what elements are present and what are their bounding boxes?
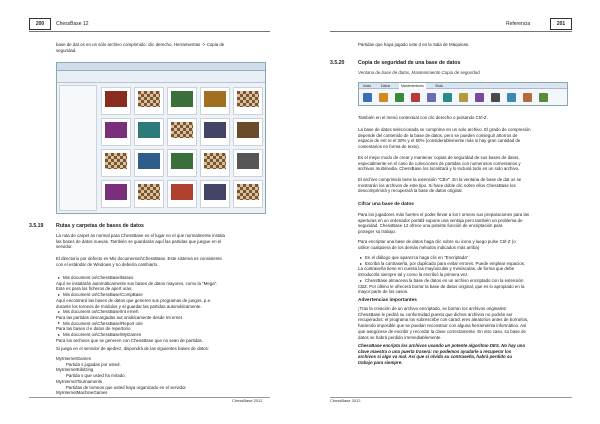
database-tile[interactable] (233, 180, 263, 208)
footer-rule (330, 397, 572, 398)
ribbon-tab[interactable]: Datos (381, 84, 391, 88)
database-tile[interactable] (233, 149, 263, 177)
tile-image (105, 91, 127, 107)
database-window-screenshot (56, 62, 266, 214)
title-bar (57, 63, 265, 71)
ribbon-button-icon[interactable] (507, 93, 516, 102)
tile-image (138, 153, 160, 169)
database-tile[interactable] (134, 180, 164, 208)
ribbon-tab-active[interactable]: Mantenimiento (401, 84, 424, 88)
list-item: Mis document os\ChessBase\Bases (56, 275, 291, 281)
paragraph-3: Es el mejor modo de crear y mantener copias de seguridad de sus bases de datos, especialmente en el caso de colecciones de partidas con numerosos comentarios y archivos multimedia. ChessBase los localizará y lo incluirá todo en un solo archivo. (358, 155, 521, 172)
right-page (300, 0, 600, 424)
paragraph-2: La base de datos seleccionada se comprime en un solo archivo. El grado de compresión depende del contenido de la base de datos, pero se pueden conseguir ahorros de espacio de ent re el 30% y el 50% (considerablemente más si hay gran cantidad de comentarios en forma de texto). (358, 127, 531, 150)
ribbon-button-icon[interactable] (491, 93, 500, 102)
page-number: 201 (550, 18, 572, 30)
ribbon-button-icon[interactable] (459, 93, 468, 102)
tile-image (171, 91, 193, 107)
ribbon-tab[interactable]: Vista (435, 84, 443, 88)
ribbon-button-icon[interactable] (427, 93, 436, 102)
ribbon-icons (363, 92, 563, 104)
database-tile[interactable] (167, 180, 197, 208)
paragraph-6: Para encriptar una base de datos haga clic sobre su icono y luego pulse Ctrl-Z (o utilice cualquiera de los demás métodos indicados más arriba) (358, 239, 516, 250)
intro-text: base de dat os en un sólo archivo comprimido: clic derecho, Herramientas -> Copia de seguridad. (56, 42, 225, 53)
paragraph-2: El directorio por defecto es Mis documentos\ChessBase. Este sistema es consistente con el estándar de Windows y no debería cambiarlo. (56, 256, 222, 267)
paragraph-5: Para los jugadores más fuertes el poder llevar a los t orneos sus preparaciones para las aperturas en un ordenador portátil supone una ventaja pero también un problema de seguridad. ChessBase 12 ofrece una potente función de encriptación para proteger su trabajo. (358, 212, 530, 235)
header-rule (29, 31, 270, 32)
ribbon-button-icon[interactable] (539, 93, 548, 102)
section-title: Rutas y carpetas de bases de datos (56, 223, 144, 229)
tile-image (237, 153, 259, 169)
folder-list: Mis document os\ChessBase\Bases Aquí se instalarán automáticamente sus bases de datos mayores, como la "Mega". Este es para los ficheros de apert uras. Mis document os\ChessBase\CompBase Aquí encontrará las bases de datos que generen sus programas de juegos, p.e. durante los torneos de módulos y al guardar las partidas automáticamente. Mis document os\ChessBase\Int ernet\ Para las partidas descargadas aut omáticamente desde Int ernet. Mis document os\ChessBase\Report oire Para las bases d e datos de repertorio Mis document os\ChessBase\MyGames Para los archivos que se generen con ChessBase que no sean de partidas. (56, 275, 291, 343)
breadcrumb: Ventana de base de datos, Mantenimiento Copia de seguridad (358, 70, 480, 75)
ribbon-button-icon[interactable] (523, 93, 532, 102)
paragraph-7: ¡Tras la creación de un archivo encriptado, se borran los archivos originales! ChessBase le pedirá su conformidad puesto que dichos archivos no podrán ser recuperados: el programa los sobrescribe con caract eres aleatorios antes de borrarlos, haciendo imposible que se puedan reconstruir con alguna herramienta informática. Así que asegúrese de escribir y recordar la clave correctamente. En otro caso, su base de datos se habrá perdido irremediablemente. (358, 306, 529, 340)
section-title: Copia de seguridad de una base de datos (358, 60, 461, 66)
page-number: 200 (29, 18, 51, 30)
running-header: ChessBase 12 (56, 21, 89, 27)
database-tile[interactable] (167, 118, 197, 146)
tile-image (138, 122, 160, 138)
paragraph-4: El archivo comprimido tiene la extensión "CBV". En la ventana de base de dat os se mostrarán los archivos de este tipo. Si hace doble clic sobre ellos ChessBase los descomprimirá y recuperará la base de datos original. (358, 177, 522, 194)
database-tile[interactable] (233, 118, 263, 146)
header-rule (330, 31, 572, 32)
ribbon-button-icon[interactable] (395, 93, 404, 102)
ribbon-screenshot (358, 82, 568, 106)
database-tile[interactable] (134, 87, 164, 115)
database-tile[interactable] (101, 180, 131, 208)
list-item: En el diálogo que aparezca haga clic en "Encriptada" (358, 255, 593, 261)
database-tile[interactable] (101, 118, 131, 146)
ribbon-tab[interactable]: Inicio (363, 84, 372, 88)
section-number: 3.5.19 (29, 223, 44, 229)
ribbon-button-icon[interactable] (379, 93, 388, 102)
subheading-warnings: Advertencias importantes (358, 298, 417, 303)
tile-image (138, 91, 160, 107)
subheading-encrypt: Cifrar una base de datos (358, 202, 414, 207)
database-tile[interactable] (200, 180, 230, 208)
database-tile[interactable] (167, 87, 197, 115)
folder-tree (59, 85, 97, 211)
ribbon-button-icon[interactable] (475, 93, 484, 102)
encrypt-steps: En el diálogo que aparezca haga clic en "Encriptada" Escriba la contraseña, por duplicado para evitar errores. Puede emplear espacios. La contraseña tiene en cuenta las mayúsculas y minúsculas, de forma que debe introducirla siempre tal y como la escribió la primera vez. ChessBase almacena la base de datos en un archivo encriptado con la extensión CBZ. Por último le ofrecerá borrar la base de datos original, que es lo apropiado en la mayor parte de los casos. (358, 255, 593, 295)
intro-text: Partidas que haya jugado uste d en la Sala de Máquinas. (358, 42, 470, 47)
database-tile[interactable] (134, 149, 164, 177)
tile-image (105, 122, 127, 138)
tile-image (171, 153, 193, 169)
database-tile[interactable] (200, 149, 230, 177)
ribbon-button-icon[interactable] (363, 93, 372, 102)
database-tiles (101, 87, 265, 211)
tile-image (171, 184, 193, 200)
list-item: Mis document os\ChessBase\MyGames (56, 332, 291, 338)
section-number: 3.5.20 (330, 60, 345, 66)
paragraph-1: La ruta de carpet as normal para ChessBase es el lugar en el que normalmente instala las bases de datos nuevas. También se guardarán aquí las partidas que juegue en el servidor. (56, 233, 225, 250)
database-list: MyInternetGames Partida s jugadas por usted. MyInternetKibitzing Partida s que usted ha mirado. MyInternetTournaments Partidas de torneos que usted haya organizado en el servidor. MyInternetMachineGames (56, 356, 187, 396)
paragraph-1: También en el menú contextual con clic derecho o pulsando Ctrl-Z. (358, 115, 488, 120)
list-item: ChessBase almacena la base de datos en un archivo encriptado con la extensión (358, 278, 593, 284)
tile-image (171, 122, 193, 138)
tile-image (237, 122, 259, 138)
footer: ChessBase 2012 (330, 398, 361, 403)
warning-text: ChessBase encripta los archivos usando un potente algoritmo DES. No hay una clave maestra o una puerta trasera: no podemos ayudarle a recuperar los archivos si algo va mal. Así que si olvida su contraseña, habrá perdido su trabajo para siempre. (358, 343, 525, 366)
ribbon (57, 71, 265, 83)
database-tile[interactable] (200, 87, 230, 115)
ribbon-tab-strip (359, 83, 567, 89)
tile-image (138, 184, 160, 200)
running-header: Referencia (506, 21, 531, 27)
database-tile[interactable] (167, 149, 197, 177)
paragraph-3: Si juega en el servidor de ajedrez, dispondrá de las siguientes bases de datos: (56, 346, 210, 351)
tile-image (204, 153, 226, 169)
database-tile[interactable] (233, 87, 263, 115)
list-item: Escriba la contraseña, por duplicado para evitar errores. Puede emplear espacios. (358, 261, 593, 267)
database-tile[interactable] (101, 149, 131, 177)
footer: ChessBase 2012 (232, 398, 263, 403)
list-item: Mis document os\ChessBase\Int ernet\ (56, 309, 291, 315)
database-tile[interactable] (134, 118, 164, 146)
ribbon-button-icon[interactable] (411, 93, 420, 102)
tile-image (237, 184, 259, 200)
database-tile[interactable] (200, 118, 230, 146)
tile-image (204, 122, 226, 138)
list-item: Mis document os\ChessBase\Report oire (56, 321, 291, 327)
tile-image (105, 184, 127, 200)
tile-image (237, 91, 259, 107)
tile-image (105, 153, 127, 169)
tile-image (204, 91, 226, 107)
tile-image (204, 184, 226, 200)
ribbon-button-icon[interactable] (443, 93, 452, 102)
database-tile[interactable] (101, 87, 131, 115)
list-item: Mis document os\ChessBase\CompBase (56, 292, 291, 298)
